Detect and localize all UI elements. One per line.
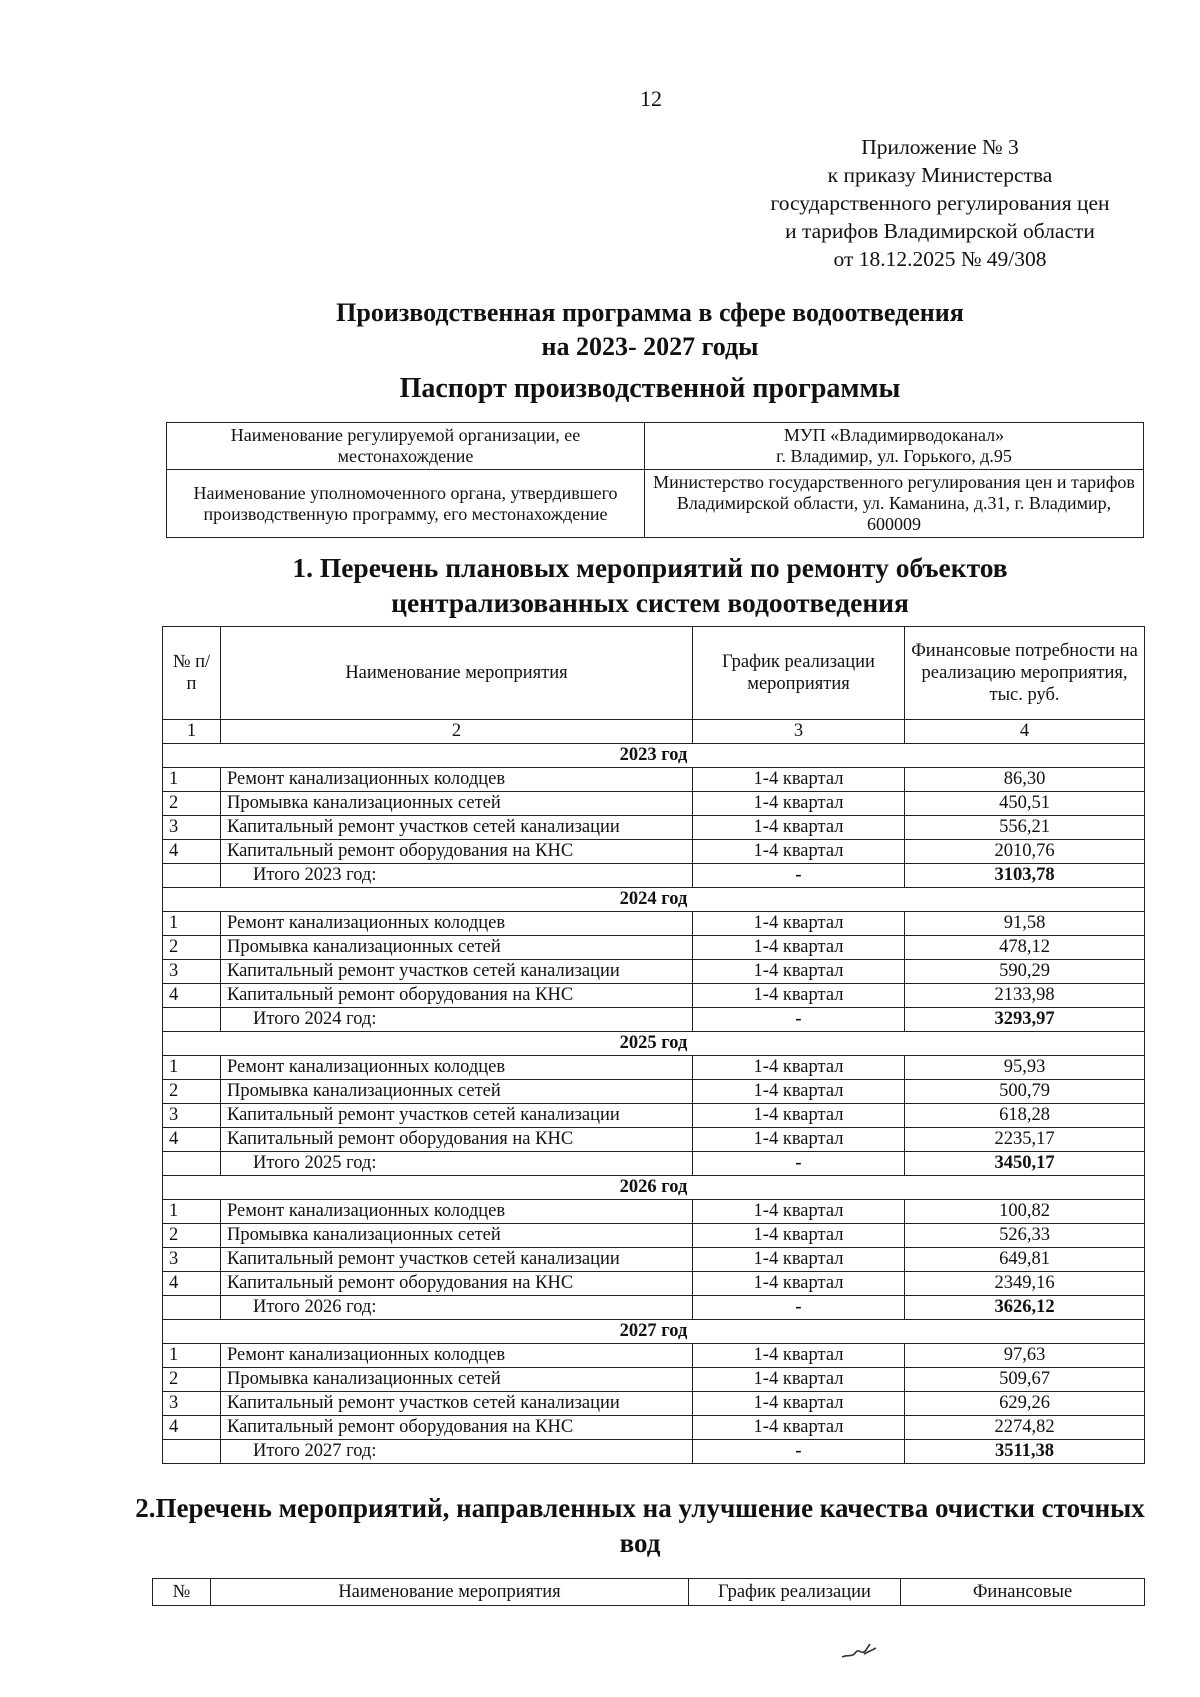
- total-label: Итого 2024 год:: [221, 1008, 693, 1032]
- row-number: 2: [163, 1368, 221, 1392]
- total-row: [163, 1440, 1145, 1464]
- table-row: [163, 1392, 1145, 1416]
- total-label: Итого 2023 год:: [221, 864, 693, 888]
- measure-amount: 478,12: [905, 936, 1145, 960]
- row-number: 4: [163, 840, 221, 864]
- year-heading: 2025 год: [163, 1032, 1145, 1056]
- title-line: 1. Перечень плановых мероприятий по ремонту объектов: [292, 552, 1008, 583]
- measure-name: Капитальный ремонт оборудования на КНС: [221, 1128, 693, 1152]
- measure-name: Промывка канализационных сетей: [221, 936, 693, 960]
- table-header-row: [153, 1579, 1145, 1606]
- table-row: [163, 840, 1145, 864]
- total-empty-cell: [163, 1296, 221, 1320]
- total-amount: 3511,38: [905, 1440, 1145, 1464]
- table-row: [163, 768, 1145, 792]
- total-label: Итого 2025 год:: [221, 1152, 693, 1176]
- measure-amount: 2133,98: [905, 984, 1145, 1008]
- measure-schedule: 1-4 квартал: [693, 936, 905, 960]
- measure-schedule: 1-4 квартал: [693, 768, 905, 792]
- table-row: [163, 936, 1145, 960]
- measure-name: Капитальный ремонт участков сетей канализации: [221, 1392, 693, 1416]
- appendix-reference: [740, 133, 1140, 273]
- row-number: 1: [163, 1056, 221, 1080]
- total-schedule-dash: -: [693, 1152, 905, 1176]
- table-row: [163, 1224, 1145, 1248]
- appendix-line: к приказу Министерства: [827, 163, 1053, 187]
- measure-schedule: 1-4 квартал: [693, 960, 905, 984]
- column-number: 3: [693, 720, 905, 744]
- measure-schedule: 1-4 квартал: [693, 816, 905, 840]
- row-number: 1: [163, 768, 221, 792]
- measure-schedule: 1-4 квартал: [693, 1104, 905, 1128]
- table-row: [163, 1056, 1145, 1080]
- measure-name: Промывка канализационных сетей: [221, 1224, 693, 1248]
- table-row: [163, 792, 1145, 816]
- measure-amount: 95,93: [905, 1056, 1145, 1080]
- header-schedule: График реализации: [689, 1579, 901, 1606]
- passport-value: [645, 423, 1144, 470]
- measure-name: Капитальный ремонт оборудования на КНС: [221, 984, 693, 1008]
- row-number: 2: [163, 792, 221, 816]
- table-row: [163, 960, 1145, 984]
- header-finance: Финансовые: [901, 1579, 1145, 1606]
- measure-amount: 97,63: [905, 1344, 1145, 1368]
- section2-title: 2.Перечень мероприятий, направленных на улучшение качества очистки сточных вод: [135, 1493, 1145, 1558]
- row-number: 3: [163, 1392, 221, 1416]
- measure-name: Капитальный ремонт участков сетей канализации: [221, 1104, 693, 1128]
- measure-amount: 590,29: [905, 960, 1145, 984]
- passport-label: Наименование регулируемой организации, ее местонахождение: [167, 423, 645, 470]
- column-number: 4: [905, 720, 1145, 744]
- total-empty-cell: [163, 1440, 221, 1464]
- table-row: [163, 1080, 1145, 1104]
- measure-name: Промывка канализационных сетей: [221, 792, 693, 816]
- measure-amount: 649,81: [905, 1248, 1145, 1272]
- measure-amount: 2349,16: [905, 1272, 1145, 1296]
- row-number: 4: [163, 1272, 221, 1296]
- appendix-line: государственного регулирования цен: [770, 191, 1110, 215]
- year-heading: 2023 год: [163, 744, 1145, 768]
- title-line: Производственная программа в сфере водоотведения: [336, 298, 964, 327]
- measure-schedule: 1-4 квартал: [693, 840, 905, 864]
- total-schedule-dash: -: [693, 864, 905, 888]
- measure-name: Промывка канализационных сетей: [221, 1368, 693, 1392]
- measure-schedule: 1-4 квартал: [693, 1128, 905, 1152]
- year-heading-row: [163, 888, 1145, 912]
- measure-name: Ремонт канализационных колодцев: [221, 1344, 693, 1368]
- row-number: 3: [163, 1104, 221, 1128]
- section1-title: [0, 550, 1200, 620]
- header-finance: Финансовые потребности на реализацию мероприятия, тыс. руб.: [905, 627, 1145, 720]
- measure-name: Капитальный ремонт участков сетей канализации: [221, 1248, 693, 1272]
- table-row: [163, 912, 1145, 936]
- measure-schedule: 1-4 квартал: [693, 1200, 905, 1224]
- total-empty-cell: [163, 1008, 221, 1032]
- measure-amount: 509,67: [905, 1368, 1145, 1392]
- measure-name: Капитальный ремонт участков сетей канализации: [221, 960, 693, 984]
- total-empty-cell: [163, 1152, 221, 1176]
- total-schedule-dash: -: [693, 1440, 905, 1464]
- measure-amount: 91,58: [905, 912, 1145, 936]
- total-label: Итого 2027 год:: [221, 1440, 693, 1464]
- measure-schedule: 1-4 квартал: [693, 912, 905, 936]
- measure-amount: 2010,76: [905, 840, 1145, 864]
- measure-name: Капитальный ремонт участков сетей канализации: [221, 816, 693, 840]
- header-num: №: [153, 1579, 211, 1606]
- row-number: 1: [163, 1344, 221, 1368]
- quality-measures-table: [152, 1578, 1145, 1606]
- row-number: 2: [163, 1080, 221, 1104]
- table-header-row: [163, 627, 1145, 720]
- year-heading: 2024 год: [163, 888, 1145, 912]
- measure-amount: 556,21: [905, 816, 1145, 840]
- signature-mark: [840, 1640, 880, 1662]
- total-amount: 3450,17: [905, 1152, 1145, 1176]
- organization-name: МУП «Владимирводоканал»: [783, 425, 1005, 445]
- column-number-row: [163, 720, 1145, 744]
- measure-amount: 450,51: [905, 792, 1145, 816]
- row-number: 3: [163, 960, 221, 984]
- table-row: [163, 1128, 1145, 1152]
- total-label: Итого 2026 год:: [221, 1296, 693, 1320]
- measure-schedule: 1-4 квартал: [693, 792, 905, 816]
- year-heading-row: [163, 1176, 1145, 1200]
- total-schedule-dash: -: [693, 1296, 905, 1320]
- measure-schedule: 1-4 квартал: [693, 1248, 905, 1272]
- measure-amount: 526,33: [905, 1224, 1145, 1248]
- table-row: [163, 1272, 1145, 1296]
- repair-measures-body: [163, 627, 1145, 1464]
- page-number: 12: [640, 86, 662, 111]
- measure-schedule: 1-4 квартал: [693, 1368, 905, 1392]
- repair-measures-table: [162, 626, 1145, 1464]
- header-name: Наименование мероприятия: [221, 627, 693, 720]
- table-row: [163, 1200, 1145, 1224]
- row-number: 2: [163, 936, 221, 960]
- title-line: централизованных систем водоотведения: [391, 587, 909, 618]
- measure-name: Ремонт канализационных колодцев: [221, 1056, 693, 1080]
- measure-schedule: 1-4 квартал: [693, 1080, 905, 1104]
- measure-name: Капитальный ремонт оборудования на КНС: [221, 1416, 693, 1440]
- row-number: 2: [163, 1224, 221, 1248]
- total-row: [163, 1008, 1145, 1032]
- row-number: 3: [163, 816, 221, 840]
- table-row: [163, 1248, 1145, 1272]
- measure-name: Ремонт канализационных колодцев: [221, 768, 693, 792]
- total-row: [163, 1296, 1145, 1320]
- header-schedule: График реализации мероприятия: [693, 627, 905, 720]
- table-row: [163, 1368, 1145, 1392]
- measure-schedule: 1-4 квартал: [693, 1416, 905, 1440]
- measure-name: Промывка канализационных сетей: [221, 1080, 693, 1104]
- row-number: 4: [163, 1128, 221, 1152]
- total-amount: 3103,78: [905, 864, 1145, 888]
- year-heading: 2027 год: [163, 1320, 1145, 1344]
- row-number: 3: [163, 1248, 221, 1272]
- measure-schedule: 1-4 квартал: [693, 1344, 905, 1368]
- measure-amount: 86,30: [905, 768, 1145, 792]
- title-line: на 2023- 2027 годы: [541, 332, 759, 361]
- total-empty-cell: [163, 864, 221, 888]
- measure-amount: 2274,82: [905, 1416, 1145, 1440]
- measure-amount: 100,82: [905, 1200, 1145, 1224]
- row-number: 4: [163, 984, 221, 1008]
- organization-address: г. Владимир, ул. Горького, д.95: [776, 446, 1012, 466]
- passport-value: Министерство государственного регулирования цен и тарифов Владимирской области, ул. Каманина, д.31, г. Владимир, 600009: [645, 470, 1144, 538]
- measure-name: Капитальный ремонт оборудования на КНС: [221, 840, 693, 864]
- appendix-line: и тарифов Владимирской области: [785, 219, 1095, 243]
- passport-label: Наименование уполномоченного органа, утвердившего производственную программу, его местонахождение: [167, 470, 645, 538]
- measure-amount: 629,26: [905, 1392, 1145, 1416]
- measure-name: Капитальный ремонт оборудования на КНС: [221, 1272, 693, 1296]
- document-title: [0, 296, 1200, 364]
- year-heading-row: [163, 1320, 1145, 1344]
- year-heading: 2026 год: [163, 1176, 1145, 1200]
- total-schedule-dash: -: [693, 1008, 905, 1032]
- row-number: 1: [163, 1200, 221, 1224]
- measure-schedule: 1-4 квартал: [693, 1224, 905, 1248]
- measure-schedule: 1-4 квартал: [693, 1392, 905, 1416]
- year-heading-row: [163, 744, 1145, 768]
- measure-schedule: 1-4 квартал: [693, 1272, 905, 1296]
- row-number: 1: [163, 912, 221, 936]
- passport-row: [167, 470, 1144, 538]
- total-row: [163, 864, 1145, 888]
- column-number: 1: [163, 720, 221, 744]
- table-row: [163, 1104, 1145, 1128]
- row-number: 4: [163, 1416, 221, 1440]
- appendix-line: Приложение № 3: [861, 135, 1019, 159]
- table-row: [163, 816, 1145, 840]
- total-row: [163, 1152, 1145, 1176]
- total-amount: 3293,97: [905, 1008, 1145, 1032]
- table-row: [163, 1344, 1145, 1368]
- measure-amount: 500,79: [905, 1080, 1145, 1104]
- total-amount: 3626,12: [905, 1296, 1145, 1320]
- table-row: [163, 1416, 1145, 1440]
- header-name: Наименование мероприятия: [211, 1579, 689, 1606]
- header-num: № п/п: [163, 627, 221, 720]
- year-heading-row: [163, 1032, 1145, 1056]
- appendix-line: от 18.12.2025 № 49/308: [833, 247, 1047, 271]
- passport-row: [167, 423, 1144, 470]
- column-number: 2: [221, 720, 693, 744]
- measure-amount: 618,28: [905, 1104, 1145, 1128]
- measure-schedule: 1-4 квартал: [693, 1056, 905, 1080]
- measure-amount: 2235,17: [905, 1128, 1145, 1152]
- measure-name: Ремонт канализационных колодцев: [221, 1200, 693, 1224]
- measure-schedule: 1-4 квартал: [693, 984, 905, 1008]
- passport-table: [166, 422, 1144, 538]
- table-row: [163, 984, 1145, 1008]
- measure-name: Ремонт канализационных колодцев: [221, 912, 693, 936]
- passport-heading: Паспорт производственной программы: [399, 373, 901, 404]
